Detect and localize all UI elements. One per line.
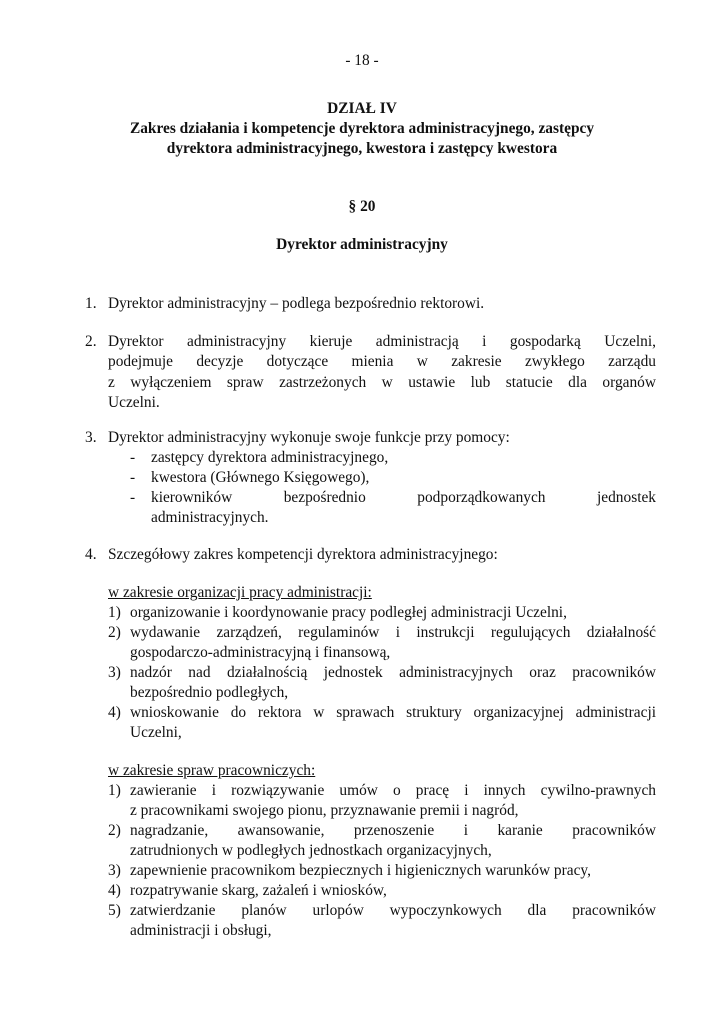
item-number: 3) (108, 664, 121, 681)
item-text: zatwierdzanie planów urlopów wypoczynkowych dla pracowników (130, 902, 656, 919)
point-text-line: podejmuje decyzje dotyczące mienia w zakresie zwykłego zarządu (108, 353, 656, 370)
item-text: z pracownikami swojego pionu, przyznawanie premii i nagród, (130, 802, 519, 819)
group-heading: w zakresie spraw pracowniczych: (108, 762, 316, 779)
point-number: 4. (85, 546, 97, 563)
item-number: 2) (108, 822, 121, 839)
page-number: - 18 - (345, 52, 379, 69)
section-title: Dyrektor administracyjny (276, 236, 448, 253)
item-text: gospodarczo-administracyjną i finansową, (130, 644, 391, 661)
list-dash: - (130, 469, 136, 486)
point-text-line: Uczelni. (108, 394, 160, 411)
item-text: zatrudnionych w podległych jednostkach organizacyjnych, (130, 842, 492, 859)
item-number: 1) (108, 604, 121, 621)
item-text: bezpośrednio podległych, (130, 684, 289, 701)
point-number: 3. (85, 429, 97, 446)
item-text: wnioskowanie do rektora w sprawach struktury organizacyjnej administracji (130, 704, 656, 721)
item-number: 1) (108, 782, 121, 799)
point-number: 2. (85, 333, 97, 350)
item-number: 4) (108, 882, 121, 899)
list-dash: - (130, 449, 136, 466)
point-number: 1. (85, 295, 97, 312)
item-text: nagradzanie, awansowanie, przenoszenie i karanie pracowników (130, 822, 656, 839)
item-text: zapewnienie pracownikom bezpiecznych i higienicznych warunków pracy, (130, 862, 591, 879)
item-text: administracji i obsługi, (130, 922, 272, 939)
item-text: nadzór nad działalnością jednostek administracyjnych oraz pracowników (130, 664, 656, 681)
point-text-line: Dyrektor administracyjny kieruje administracją i gospodarką Uczelni, (108, 333, 656, 350)
point-text: Dyrektor administracyjny wykonuje swoje funkcje przy pomocy: (108, 429, 510, 446)
group-heading: w zakresie organizacji pracy administracji: (108, 584, 372, 601)
chapter-subtitle-line-2: dyrektora administracyjnego, kwestora i zastępcy kwestora (166, 140, 558, 157)
point-text: Szczegółowy zakres kompetencji dyrektora administracyjnego: (108, 546, 498, 563)
point-text-line: z wyłączeniem spraw zastrzeżonych w ustawie lub statucie dla organów (108, 374, 656, 391)
list-item: zastępcy dyrektora administracyjnego, (151, 449, 389, 466)
item-text: Uczelni, (130, 724, 182, 741)
point-text: Dyrektor administracyjny – podlega bezpośrednio rektorowi. (108, 295, 485, 312)
list-item: kierowników bezpośrednio podporządkowanych jednostek (151, 489, 656, 506)
list-item: kwestora (Głównego Księgowego), (151, 469, 370, 486)
item-number: 4) (108, 704, 121, 721)
item-number: 3) (108, 862, 121, 879)
item-text: wydawanie zarządzeń, regulaminów i instrukcji regulujących działalność (130, 624, 656, 641)
item-number: 5) (108, 902, 121, 919)
item-text: zawieranie i rozwiązywanie umów o pracę i innych cywilno-prawnych (130, 782, 656, 799)
item-text: organizowanie i koordynowanie pracy podległej administracji Uczelni, (130, 604, 567, 621)
item-number: 2) (108, 624, 121, 641)
list-item-continuation: administracyjnych. (151, 509, 269, 526)
chapter-title: DZIAŁ IV (327, 100, 397, 117)
chapter-subtitle-line-1: Zakres działania i kompetencje dyrektora administracyjnego, zastępcy (129, 120, 595, 137)
item-text: rozpatrywanie skarg, zażaleń i wniosków, (130, 882, 387, 899)
section-number: § 20 (348, 198, 376, 215)
list-dash: - (130, 489, 136, 506)
